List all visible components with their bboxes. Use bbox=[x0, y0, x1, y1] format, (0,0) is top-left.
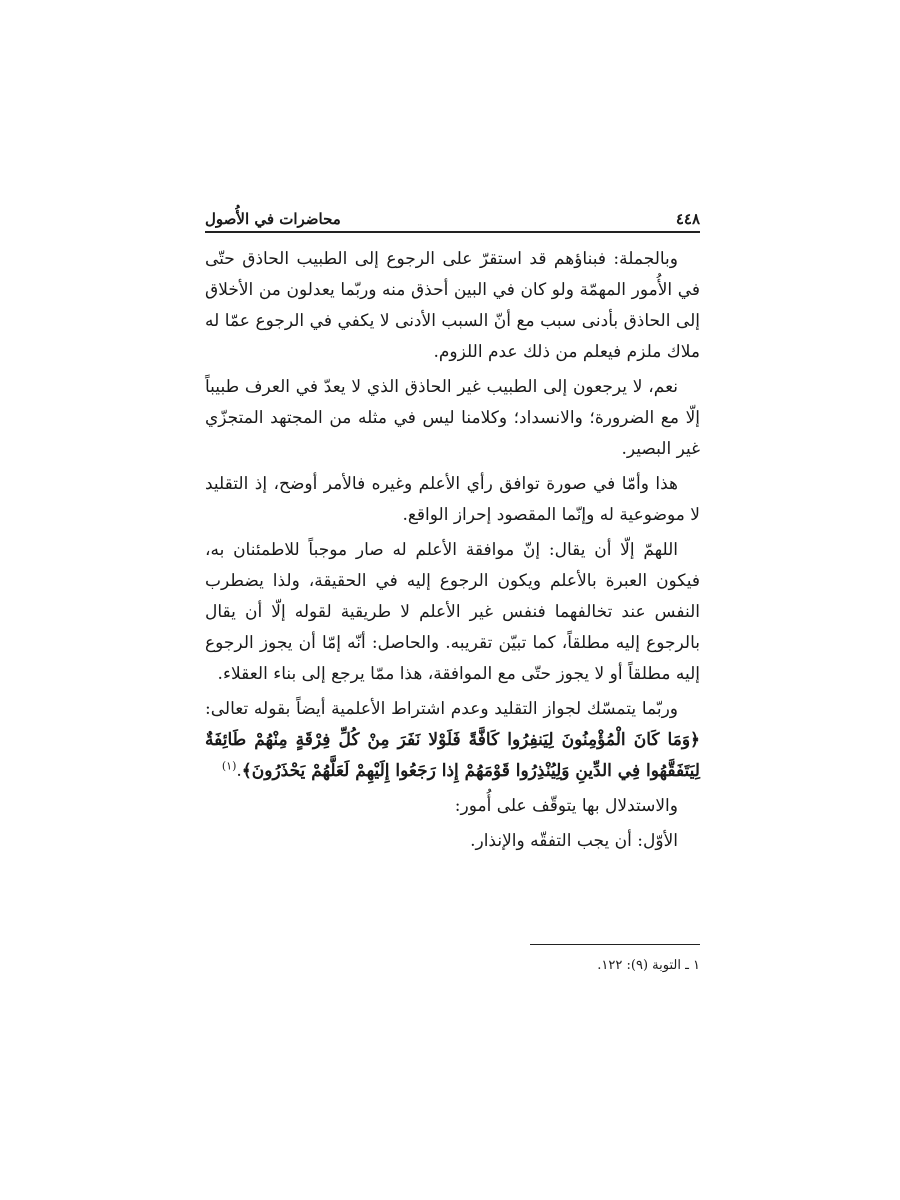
footnote: ١ ـ التوبة (٩): ١٢٢. bbox=[597, 958, 700, 973]
verse-intro: وربّما يتمسّك لجواز التقليد وعدم اشتراط الأعلمية أيضاً بقوله تعالى: bbox=[205, 699, 678, 719]
footnote-marker: (١) bbox=[221, 759, 237, 773]
footnote-divider bbox=[530, 944, 700, 945]
verse-after: . bbox=[236, 761, 242, 781]
running-header bbox=[205, 203, 700, 229]
running-title: محاضرات في الأُصول bbox=[205, 210, 341, 228]
quran-verse: ﴿وَمَا كَانَ الْمُؤْمِنُونَ لِيَنفِرُوا كَافَّةً فَلَوْلا نَفَرَ مِنْ كُلِّ فِرْقَةٍ مِنْهُمْ طَائِفَةٌ لِيَتَفَقَّهُوا فِي الدِّينِ وَلِيُنْذِرُوا قَوْمَهُمْ إِذا رَجَعُوا إِلَيْهِمْ لَعَلَّهُمْ يَحْذَرُونَ﴾ bbox=[205, 730, 700, 781]
main-text bbox=[205, 244, 700, 857]
paragraph: والاستدلال بها يتوقّف على أُمور: bbox=[454, 796, 678, 816]
paragraph: اللهمّ إلّا أن يقال: إنّ موافقة الأعلم له صار موجباً للاطمئنان به، فيكون العبرة بالأعلم ويكون الرجوع إليه في الحقيقة، ولذا يضطرب النفس عند تخالفهما فنفس غير الأعلم لا طريقية لقوله إلّا أن يقال بالرجوع إليه مطلقاً، كما تبيّن تقريبه. والحاصل: أنّه إمّا أن يجوز الرجوع إليه مطلقاً أو لا يجوز حتّى مع الموافقة، هذا ممّا يرجع إلى بناء العقلاء. bbox=[205, 540, 700, 684]
paragraph: وبالجملة: فبناؤهم قد استقرّ على الرجوع إلى الطبيب الحاذق حتّى في الأُمور المهمّة ولو كان في البين أحذق منه وربّما يعدلون من الأخلاق إلى الحاذق بأدنى سبب مع أنّ السبب الأدنى لا يكفي في الرجوع عمّا له ملاك ملزم فيعلم من ذلك عدم اللزوم. bbox=[205, 249, 700, 362]
paragraph: الأوّل: أن يجب التفقّه والإنذار. bbox=[470, 831, 678, 851]
paragraph: نعم، لا يرجعون إلى الطبيب غير الحاذق الذي لا يعدّ في العرف طبيباً إلّا مع الضرورة؛ والانسداد؛ وكلامنا ليس في مثله من المجتهد المتجزّي غير البصير. bbox=[205, 377, 700, 459]
page-number: ٤٤٨ bbox=[675, 210, 700, 228]
paragraph: هذا وأمّا في صورة توافق رأي الأعلم وغيره فالأمر أوضح، إذ التقليد لا موضوعية له وإنّما المقصود إحراز الواقع. bbox=[205, 474, 700, 525]
header-divider bbox=[205, 231, 700, 233]
verse-paragraph bbox=[205, 694, 700, 787]
